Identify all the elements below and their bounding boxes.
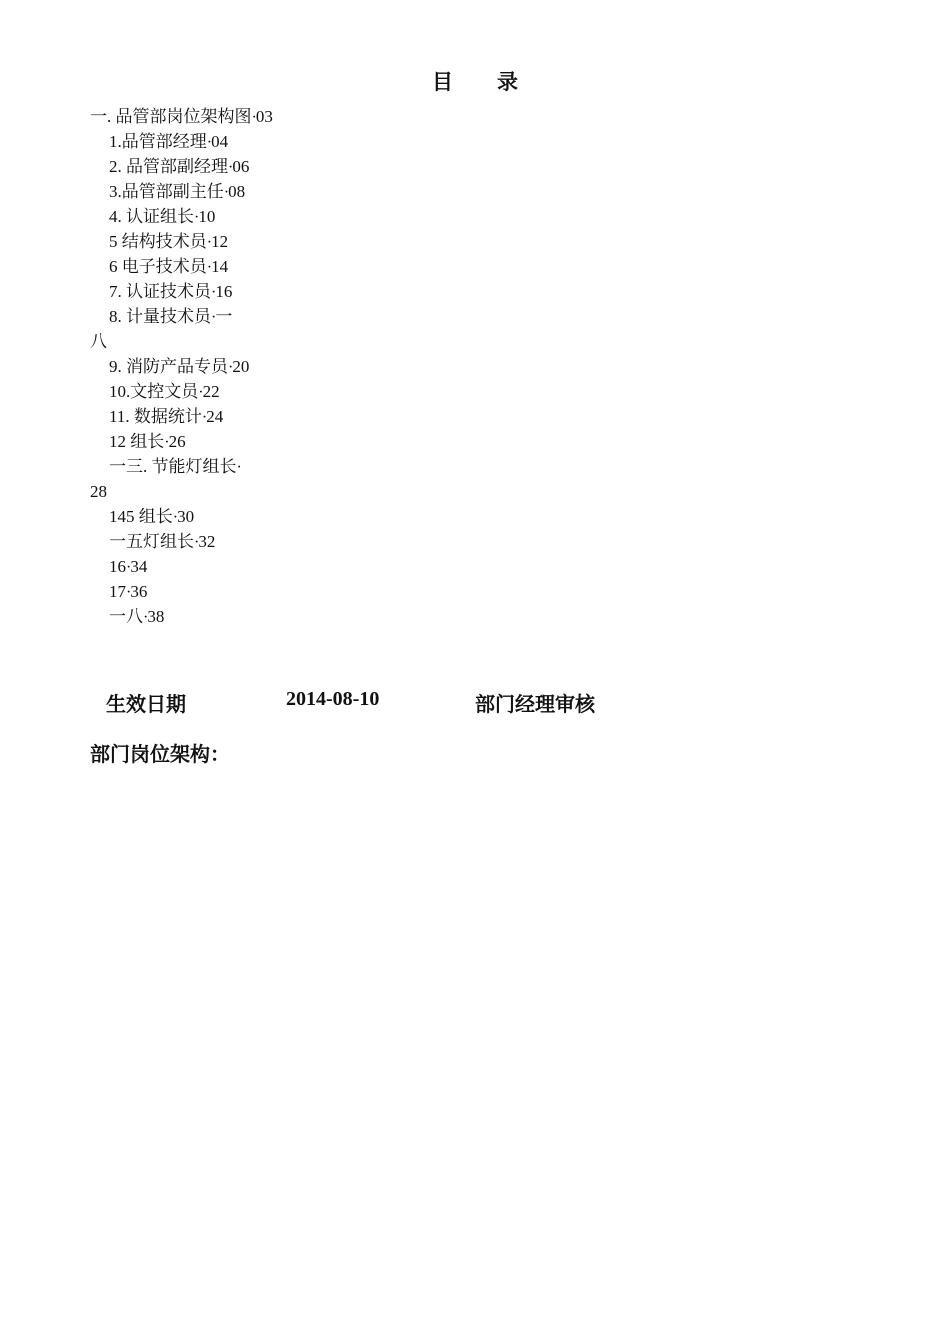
- table-of-contents: [90, 104, 880, 629]
- toc-leader-dots: ·: [211, 309, 216, 326]
- toc-entry: [90, 179, 880, 204]
- toc-entry: [90, 154, 880, 179]
- toc-entry-label: 28: [90, 482, 107, 501]
- toc-entry-page: 14: [211, 257, 229, 276]
- toc-entry: [90, 604, 880, 629]
- toc-entry-page: 32: [198, 532, 216, 551]
- toc-entry: [90, 304, 880, 329]
- toc-entry-page: 16: [215, 282, 233, 301]
- toc-leader-dots: ·: [206, 134, 212, 151]
- toc-leader-dots: ·: [201, 409, 207, 426]
- toc-entry: [90, 254, 880, 279]
- effective-date-label: 生效日期: [106, 694, 186, 716]
- toc-entry: [90, 229, 880, 254]
- toc-entry-page: 03: [255, 107, 273, 126]
- toc-entry-label: 9. 消防产品专员: [109, 357, 228, 376]
- toc-entry: [90, 554, 880, 579]
- toc-leader-dots: ·: [194, 534, 199, 551]
- effective-date-value: 2014-08-10: [286, 688, 380, 710]
- toc-title: [0, 66, 950, 96]
- toc-entry-page: 36: [130, 582, 148, 601]
- toc-leader-dots: ·: [126, 559, 131, 576]
- toc-entry: [90, 329, 880, 354]
- toc-entry-page: 30: [177, 507, 195, 526]
- toc-entry-label: 一八: [109, 607, 143, 626]
- toc-entry-page: 12: [211, 232, 229, 251]
- toc-leader-dots: ·: [251, 109, 256, 126]
- toc-title-char-1: 目: [432, 70, 453, 94]
- toc-leader-dots: ·: [228, 359, 233, 376]
- toc-leader-dots: ·: [236, 459, 241, 476]
- toc-entry-page: 22: [202, 382, 220, 401]
- toc-entry: [90, 529, 880, 554]
- toc-leader-dots: ·: [223, 184, 229, 201]
- toc-entry-label: 5 结构技术员: [109, 232, 207, 251]
- toc-entry-page: 34: [130, 557, 148, 576]
- toc-entry-page: 04: [211, 132, 229, 151]
- toc-entry-label: 2. 品管部副经理: [109, 157, 228, 176]
- toc-entry-label: 12 组长: [109, 432, 165, 451]
- toc-entry-label: 一. 品管部岗位架构图: [90, 107, 252, 126]
- toc-entry-label: 8. 计量技术员: [109, 307, 211, 326]
- toc-entry-label: 3.品管部副主任: [109, 182, 224, 201]
- toc-title-char-2: 录: [497, 70, 518, 94]
- toc-entry-page: 24: [206, 407, 224, 426]
- toc-entry-label: 6 电子技术员: [109, 257, 207, 276]
- toc-entry-label: 16: [109, 557, 126, 576]
- manager-review-label: 部门经理审核: [475, 694, 595, 716]
- toc-entry-label: 1.品管部经理: [109, 132, 207, 151]
- toc-entry-label: 11. 数据统计: [109, 407, 202, 426]
- toc-entry-label: 7. 认证技术员: [109, 282, 211, 301]
- toc-entry: [90, 504, 880, 529]
- toc-entry: [90, 429, 880, 454]
- toc-entry-label: 4. 认证组长: [109, 207, 194, 226]
- toc-entry: [90, 579, 880, 604]
- toc-entry-label: 八: [90, 332, 107, 351]
- toc-entry-page: 10: [198, 207, 216, 226]
- toc-entry: [90, 479, 880, 504]
- toc-entry-label: 145 组长: [109, 507, 173, 526]
- toc-entry-page: 08: [228, 182, 246, 201]
- toc-entry-label: 10.文控文员: [109, 382, 199, 401]
- toc-leader-dots: ·: [164, 434, 169, 451]
- toc-entry: [90, 404, 880, 429]
- toc-entry-label: 一三. 节能灯组长: [109, 457, 237, 476]
- toc-leader-dots: ·: [143, 609, 148, 626]
- toc-entry-page: 一: [215, 307, 233, 326]
- toc-leader-dots: ·: [206, 234, 212, 251]
- toc-leader-dots: ·: [172, 509, 178, 526]
- toc-entry: [90, 279, 880, 304]
- toc-leader-dots: ·: [228, 159, 233, 176]
- section-heading: 部门岗位架构：: [90, 744, 230, 766]
- toc-leader-dots: ·: [126, 584, 131, 601]
- toc-leader-dots: ·: [206, 259, 212, 276]
- toc-entry: [90, 104, 880, 129]
- toc-leader-dots: ·: [198, 384, 203, 401]
- toc-entry-page: 38: [147, 607, 165, 626]
- toc-leader-dots: ·: [211, 284, 216, 301]
- toc-entry-page: 06: [232, 157, 250, 176]
- toc-entry-label: 17: [109, 582, 126, 601]
- toc-entry-label: 一五灯组长: [109, 532, 194, 551]
- toc-entry: [90, 129, 880, 154]
- toc-entry-page: 20: [232, 357, 250, 376]
- toc-entry: [90, 204, 880, 229]
- toc-entry-page: 26: [168, 432, 186, 451]
- toc-entry: [90, 454, 880, 479]
- toc-entry: [90, 354, 880, 379]
- toc-entry: [90, 379, 880, 404]
- toc-leader-dots: ·: [194, 209, 199, 226]
